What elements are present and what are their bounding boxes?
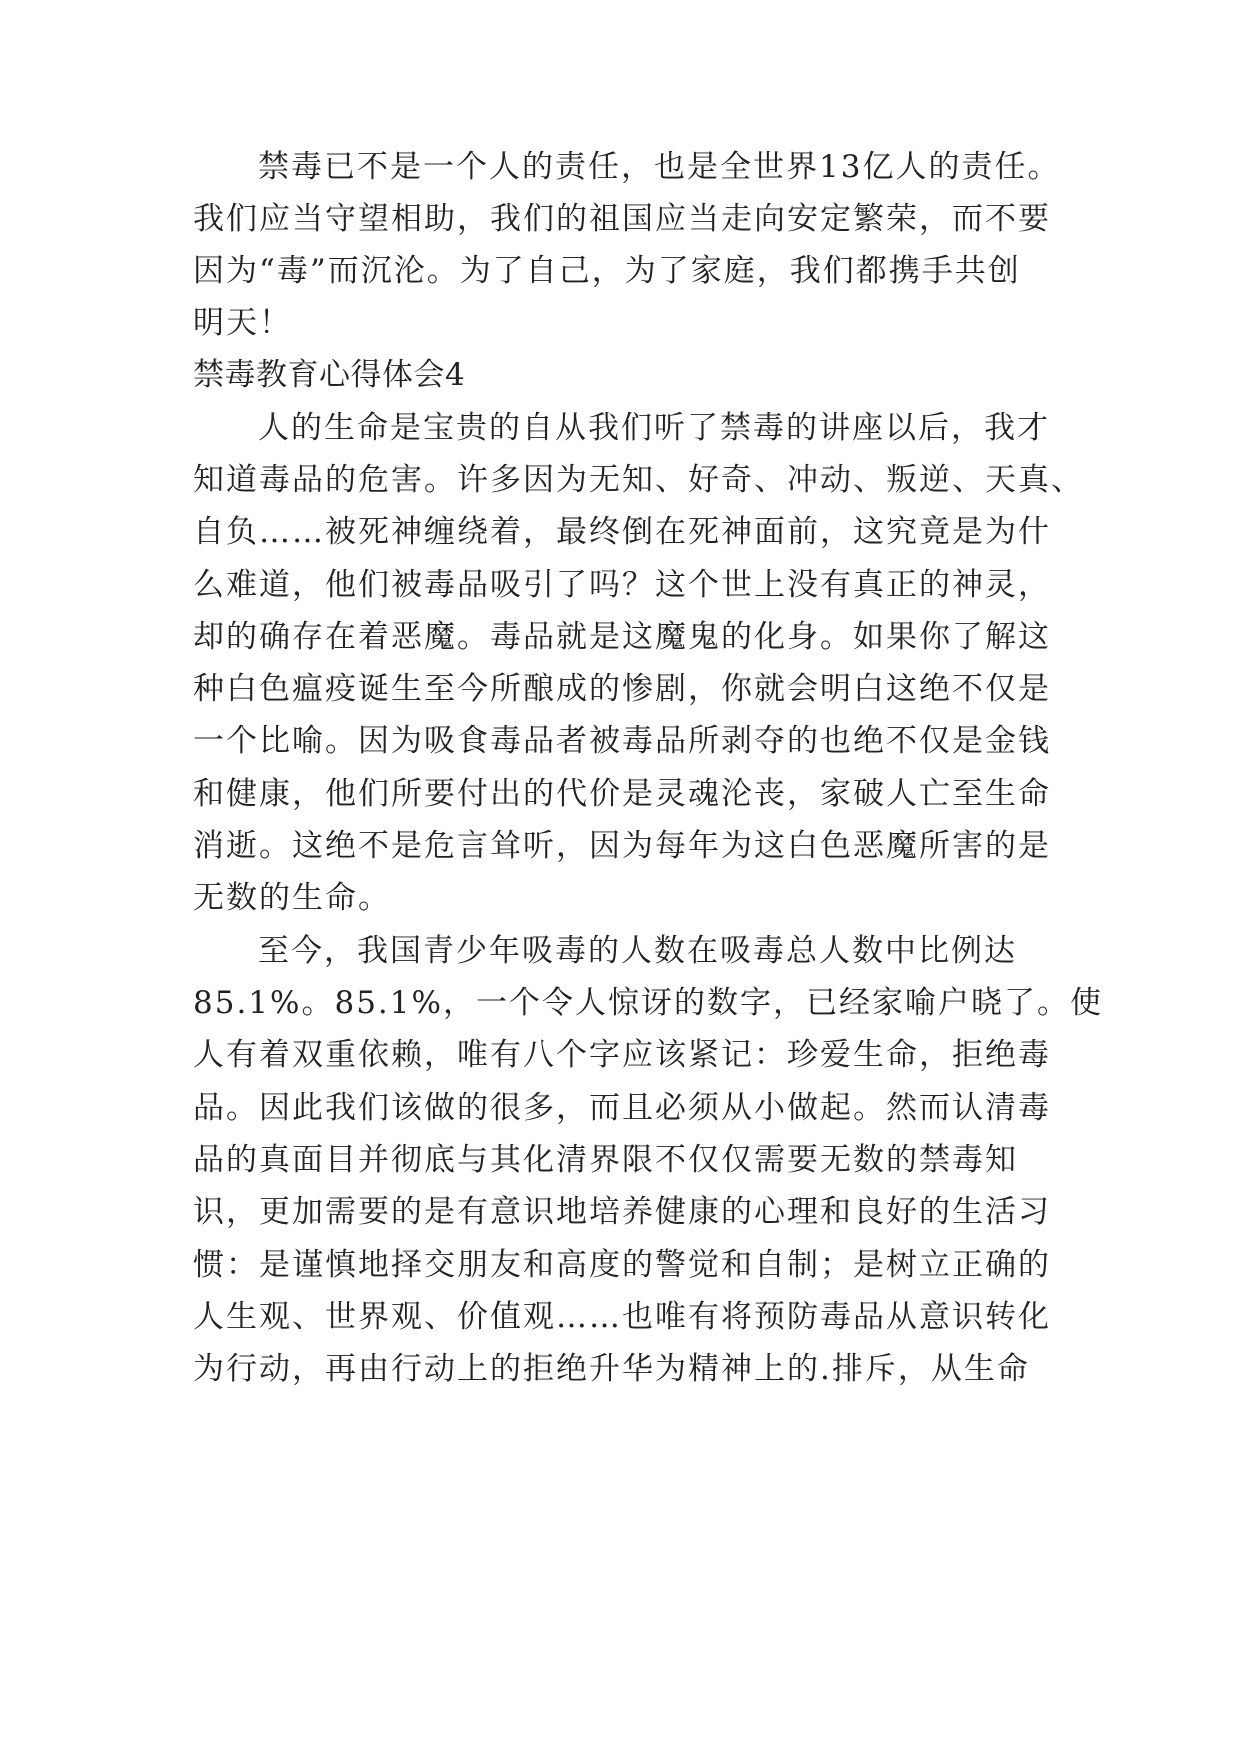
paragraph-line: 为行动，再由行动上的拒绝升华为精神上的.排斥，从生命 [193,1351,1030,1387]
paragraph-line: 我们应当守望相助，我们的祖国应当走向安定繁荣，而不要 [193,201,1051,237]
paragraph-line: 却的确存在着恶魔。毒品就是这魔鬼的化身。如果你了解这 [193,619,1051,655]
paragraph-line: 人的生命是宝贵的自从我们听了禁毒的讲座以后，我才 [258,410,1050,446]
paragraph-line: 品。因此我们该做的很多，而且必须从小做起。然而认清毒 [193,1090,1051,1126]
paragraph-line: 明天！ [193,305,292,341]
paragraph-line: 因为“毒”而沉沦。为了自己，为了家庭，我们都携手共创 [193,253,1021,289]
section-heading: 禁毒教育心得体会4 [193,357,466,393]
paragraph-line: 消逝。这绝不是危言耸听，因为每年为这白色恶魔所害的是 [193,828,1051,864]
paragraph-line: 品的真面目并彻底与其化清界限不仅仅需要无数的禁毒知 [193,1142,1018,1178]
paragraph-line: 85.1%。85.1%，一个令人惊讶的数字，已经家喻户晓了。使 [193,985,1103,1021]
paragraph-line: 禁毒已不是一个人的责任，也是全世界13亿人的责任。 [258,149,1061,185]
paragraph-line: 么难道，他们被毒品吸引了吗？这个世上没有真正的神灵， [193,567,1051,603]
paragraph-line: 和健康，他们所要付出的代价是灵魂沦丧，家破人亡至生命 [193,776,1051,812]
paragraph-line: 人生观、世界观、价值观……也唯有将预防毒品从意识转化 [193,1299,1051,1335]
paragraph-line: 识，更加需要的是有意识地培养健康的心理和良好的生活习 [193,1194,1051,1230]
paragraph-line: 无数的生命。 [193,880,391,916]
paragraph-line: 一个比喻。因为吸食毒品者被毒品所剥夺的也绝不仅是金钱 [193,723,1051,759]
paragraph-line: 人有着双重依赖，唯有八个字应该紧记：珍爱生命，拒绝毒 [193,1037,1051,1073]
paragraph-line: 知道毒品的危害。许多因为无知、好奇、冲动、叛逆、天真、 [193,462,1084,498]
paragraph-line: 种白色瘟疫诞生至今所酿成的惨剧，你就会明白这绝不仅是 [193,671,1051,707]
paragraph-line: 自负……被死神缠绕着，最终倒在死神面前，这究竟是为什 [193,514,1051,550]
paragraph-line: 惯：是谨慎地择交朋友和高度的警觉和自制；是树立正确的 [193,1247,1051,1283]
paragraph-line: 至今，我国青少年吸毒的人数在吸毒总人数中比例达 [258,933,1017,969]
